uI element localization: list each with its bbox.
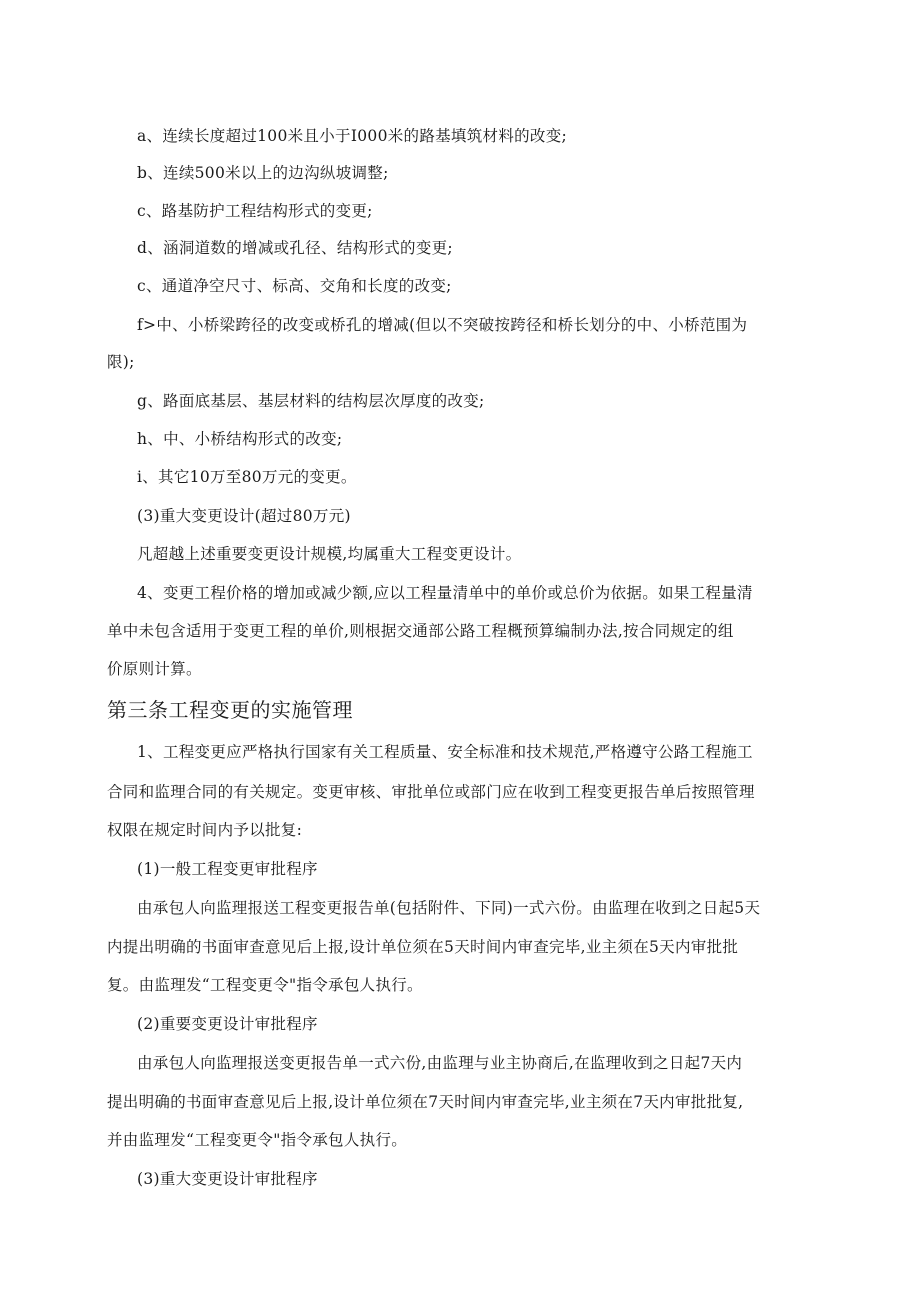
paragraph-implementation-line-1: 1、工程变更应严格执行国家有关工程质量、安全标准和技术规范,严格遵守公路工程施工 [137,743,753,761]
item-c-protection: c、路基防护工程结构形式的变更; [137,202,373,220]
general-procedure-line-1: 由承包人向监理报送工程变更报告单(包括附件、下同)一式六份。由监理在收到之日起5天 [137,899,761,917]
item-b: b、连续500米以上的边沟纵坡调整; [137,164,389,182]
item-c-passage: c、通道净空尺寸、标高、交角和长度的改变; [137,277,452,295]
general-procedure-line-2: 内提出明确的书面审查意见后上报,设计单位须在5天时间内审查完毕,业主须在5天内审批批 [107,938,739,956]
item-i: i、其它10万至80万元的变更。 [137,468,357,486]
item-a: a、连续长度超过100米且小于I000米的路基填筑材料的改变; [137,127,568,145]
item-h: h、中、小桥结构形式的改变; [137,430,343,448]
subheading-general-procedure: (1)一般工程变更审批程序 [137,860,318,878]
important-procedure-line-3: 并由监理发“工程变更令"指令承包人执行。 [107,1131,408,1149]
section-heading: 第三条工程变更的实施管理 [107,698,353,722]
item-f: f>中、小桥梁跨径的改变或桥孔的增减(但以不突破按跨径和桥长划分的中、小桥范围为 [137,316,748,334]
paragraph-implementation-line-3: 权限在规定时间内予以批复: [107,821,303,839]
item-f-continued: 限); [107,353,135,371]
subheading-major-procedure: (3)重大变更设计审批程序 [137,1170,318,1188]
item-d: d、涵洞道数的增减或孔径、结构形式的变更; [137,239,453,257]
paragraph-implementation-line-2: 合同和监理合同的有关规定。变更审核、审批单位或部门应在收到工程变更报告单后按照管理 [107,783,755,801]
important-procedure-line-1: 由承包人向监理报送变更报告单一式六份,由监理与业主协商后,在监理收到之日起7天内 [137,1054,743,1072]
paragraph-price-line-3: 价原则计算。 [107,660,202,678]
general-procedure-line-3: 复。由监理发“工程变更令"指令承包人执行。 [107,976,423,994]
paragraph-major-change: 凡超越上述重要变更设计规模,均属重大工程变更设计。 [137,545,522,563]
paragraph-price-line-2: 单中未包含适用于变更工程的单价,则根据交通部公路工程概预算编制办法,按合同规定的组 [107,622,734,640]
item-g: g、路面底基层、基层材料的结构层次厚度的改变; [137,392,485,410]
subheading-major-change: (3)重大变更设计(超过80万元) [137,507,351,525]
subheading-important-procedure: (2)重要变更设计审批程序 [137,1015,318,1033]
important-procedure-line-2: 提出明确的书面审查意见后上报,设计单位须在7天时间内审查完毕,业主须在7天内审批批复, [107,1093,744,1111]
paragraph-price-line-1: 4、变更工程价格的增加或减少额,应以工程量清单中的单价或总价为依据。如果工程量清 [137,584,753,602]
